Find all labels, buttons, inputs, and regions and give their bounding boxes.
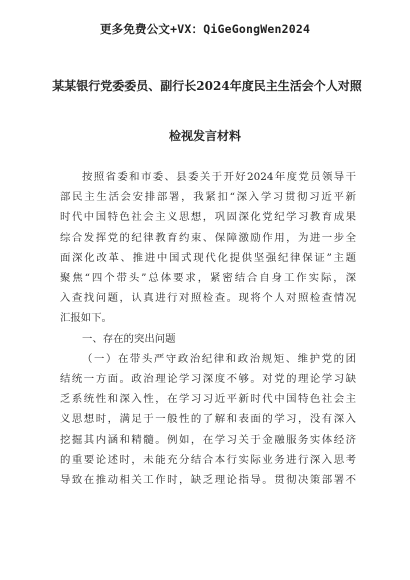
paragraph-line: 按照省委和市委、县委关于开好2024年度党员领导干	[82, 171, 356, 183]
paragraph-line: 汇报如下。	[60, 312, 112, 325]
paragraph-line: 时代中国特色社会主义思想，巩固深化党纪学习教育成果	[60, 211, 356, 224]
paragraph-line: 义思想时，满足于一般性的了解和表面的学习，没有深入	[60, 413, 356, 426]
section-heading: 一、存在的突出问题	[82, 332, 176, 345]
paragraph-line: 聚焦“四个带头”总体要求，紧密结合自身工作实际，深	[60, 272, 356, 285]
paragraph-line: 导致在推动相关工作时，缺乏理论指导。贯彻决策部署不	[60, 474, 356, 487]
document-title-line-1: 某某银行党委委员、副行长2024年度民主生活会个人对照	[52, 79, 362, 93]
document-body	[60, 167, 356, 490]
document-title-line-2: 检视发言材料	[168, 129, 241, 143]
paragraph-line: 部民主生活会安排部署，我紧扣“深入学习贯彻习近平新	[60, 191, 356, 204]
paragraph-line: 挖掘其内涵和精髓。例如，在学习关于金融服务实体经济	[60, 433, 356, 446]
paragraph-line: （一）在带头严守政治纪律和政治规矩、维护党的团	[82, 352, 356, 365]
paragraph-line: 的重要论述时，未能充分结合本行实际业务进行深入思考	[60, 453, 356, 466]
page-header: 更多免费公文+VX：QiGeGongWen2024	[99, 22, 311, 36]
paragraph-line: 面深化改革、推进中国式现代化提供坚强纪律保证”主题	[60, 251, 356, 264]
paragraph-line: 乏系统性和深入性，在学习习近平新时代中国特色社会主	[60, 393, 356, 406]
paragraph-line: 入查找问题，认真进行对照检查。现将个人对照检查情况	[60, 292, 356, 305]
paragraph-line: 综合发挥党的纪律教育约束、保障激励作用，为进一步全	[60, 231, 356, 244]
paragraph-line: 结统一方面。政治理论学习深度不够。对党的理论学习缺	[60, 373, 356, 386]
